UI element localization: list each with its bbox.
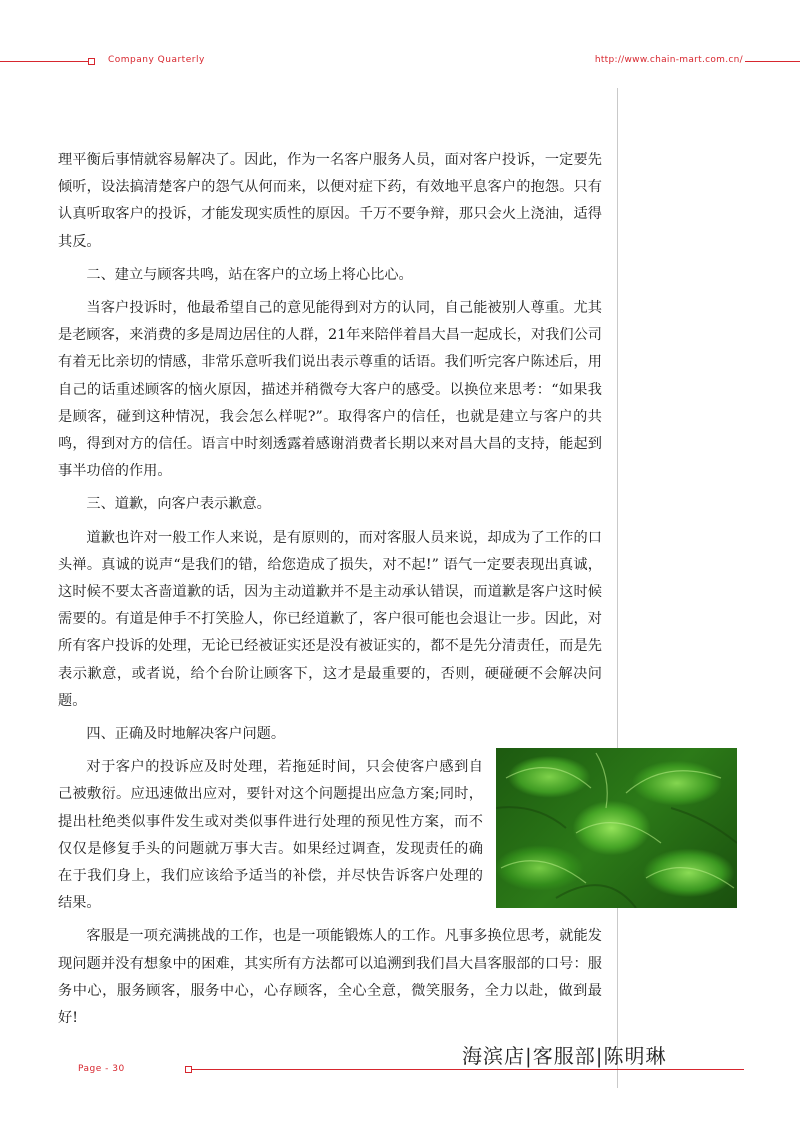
paragraph-3: 道歉也许对一般工作人来说，是有原则的，而对客服人员来说，却成为了工作的口头禅。真诚的说声“是我们的错，给您造成了损失，对不起!” 语气一定要表现出真诚，这时候不要太吝啬道歉的话，因为主动道歉并不是主动承认错误，而道歉是客户这时候需要的。有道是伸手不打笑脸人，你已经道歉了，客户很可能也会退让一步。因此，对所有客户投诉的处理，无论已经被证实还是没有被证实的，都不是先分清责任，而是先表示歉意，或者说，给个台阶让顾客下，这才是最重要的，否则，硬碰硬不会解决问题。 <box>58 529 602 709</box>
header-rule-marker <box>88 58 95 65</box>
paragraph-1: 理平衡后事情就容易解决了。因此，作为一名客户服务人员，面对客户投诉，一定要先倾听，设法搞清楚客户的怨气从何而来，以便对症下药，有效地平息客户的抱怨。只有认真听取客户的投诉，才能发现实质性的原因。千万不要争辩，那只会火上浇油，适得其反。 <box>58 152 602 250</box>
column-divider <box>617 88 618 1088</box>
green-leaves-photo <box>496 748 737 908</box>
header-rule-right <box>745 61 800 62</box>
magazine-title: Company Quarterly <box>108 55 205 65</box>
footer-rule-marker <box>185 1066 192 1073</box>
paragraph-5: 客服是一项充满挑战的工作，也是一项能锻炼人的工作。凡事多换位思考，就能发现问题并没有想象中的困难，其实所有方法都可以追溯到我们昌大昌客服部的口号：服务中心，服务顾客，服务中心，心存顾客，全心全意，微笑服务，全力以赴，做到最好! <box>58 928 602 1027</box>
header-url[interactable]: http://www.chain-mart.com.cn/ <box>594 55 743 65</box>
author-signature: 海滨店|客服部|陈明琳 <box>462 1044 667 1068</box>
section-heading-3: 三、道歉，向客户表示歉意。 <box>86 496 271 513</box>
page-number: Page - 30 <box>78 1064 125 1074</box>
footer-rule <box>192 1069 744 1070</box>
header-rule-left <box>0 61 88 62</box>
paragraph-4: 对于客户的投诉应及时处理，若拖延时间，只会使客户感到自己被敷衍。应迅速做出应对，要针对这个问题提出应急方案;同时，提出杜绝类似事件发生或对类似事件进行处理的预见性方案，而不仅仅是修复手头的问题就万事大吉。如果经过调查，发现责任的确在于我们身上，我们应该给予适当的补偿，并尽快告诉客户处理的结果。 <box>58 759 483 912</box>
paragraph-2: 当客户投诉时，他最希望自己的意见能得到对方的认同，自己能被别人尊重。尤其是老顾客，来消费的多是周边居住的人群，21年来陪伴着昌大昌一起成长，对我们公司有着无比亲切的情感，非常乐意听我们说出表示尊重的话语。我们听完客户陈述后，用自己的话重述顾客的恼火原因，描述并稍微夸大客户的感受。以换位来思考：“如果我是顾客，碰到这种情况，我会怎么样呢?”。取得客户的信任，也就是建立与客户的共鸣，得到对方的信任。语言中时刻透露着感谢消费者长期以来对昌大昌的支持，能起到事半功倍的作用。 <box>58 300 602 480</box>
section-heading-2: 二、建立与顾客共鸣，站在客户的立场上将心比心。 <box>86 266 413 283</box>
leaf-veins <box>496 748 737 908</box>
section-heading-4: 四、正确及时地解决客户问题。 <box>86 726 286 743</box>
